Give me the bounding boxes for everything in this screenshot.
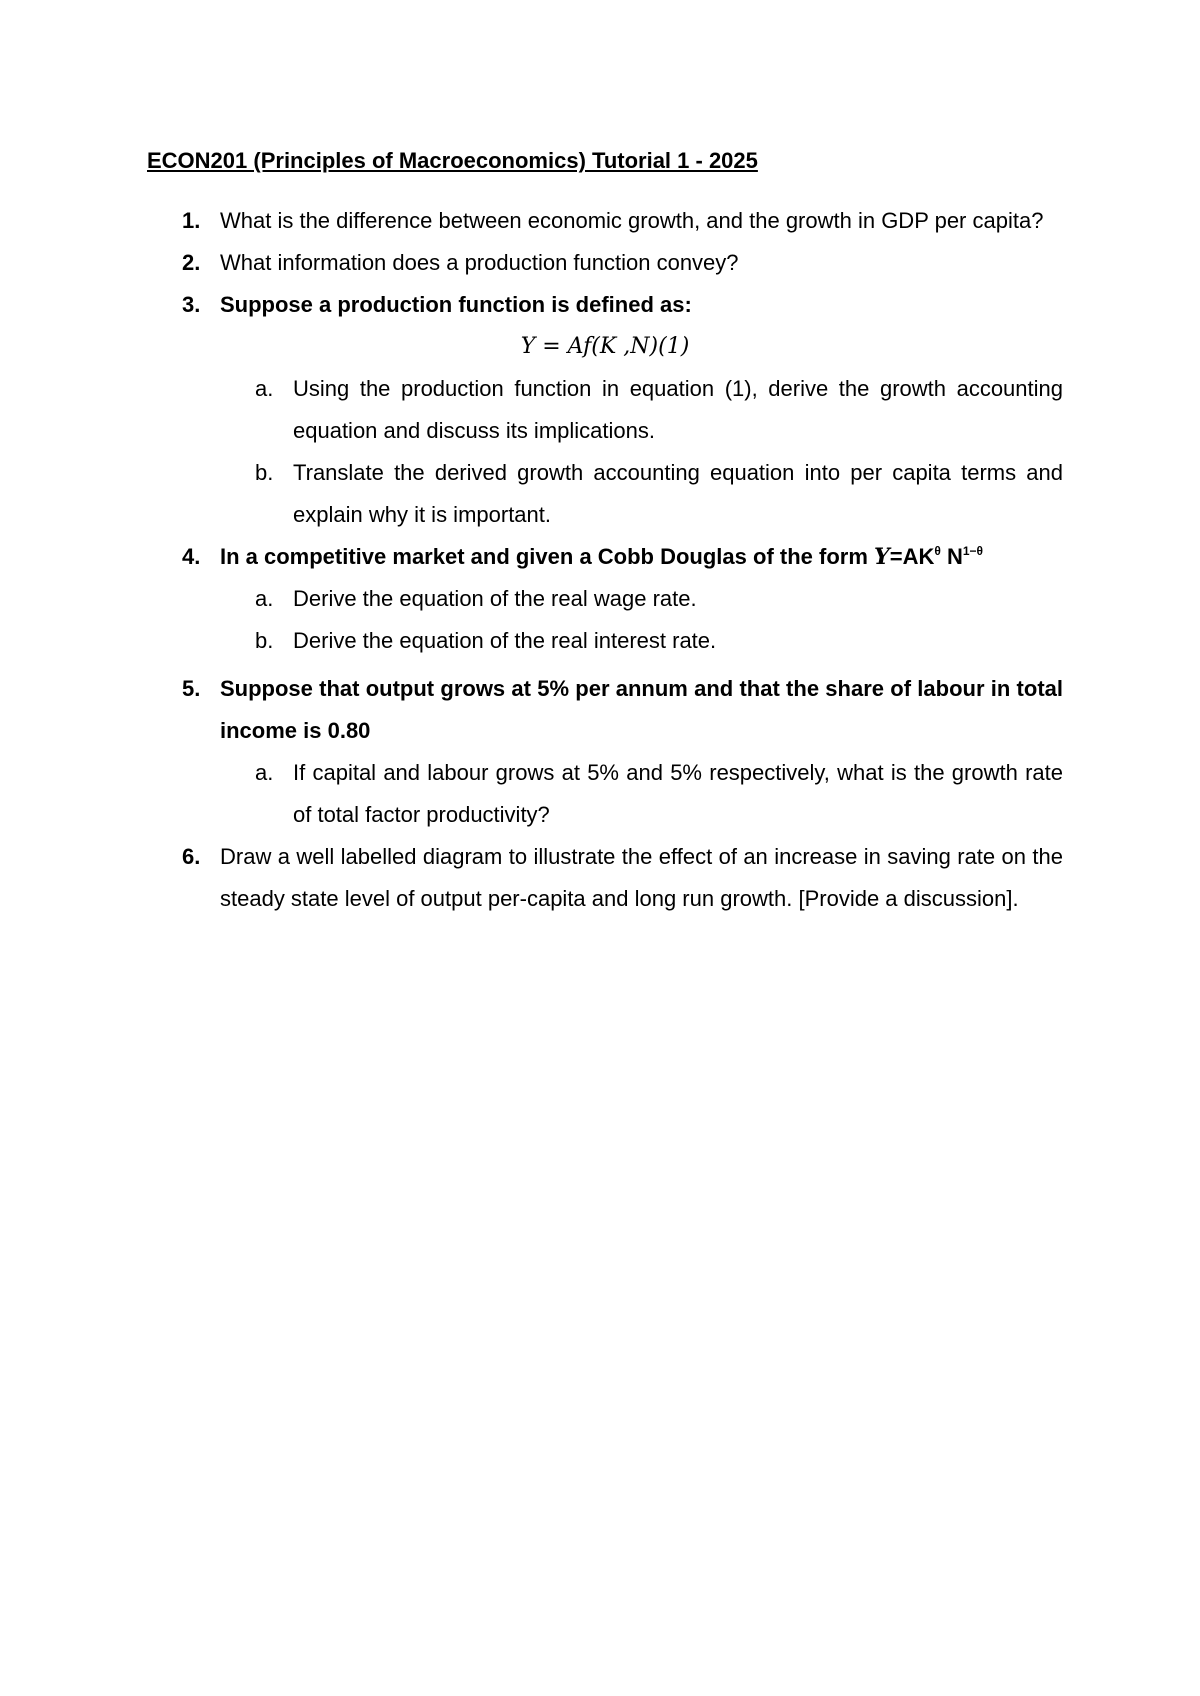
question-4-part-b bbox=[147, 620, 1063, 662]
formula-equals-ak: =AK bbox=[889, 544, 935, 569]
question-2 bbox=[147, 242, 1063, 284]
question-6 bbox=[147, 836, 1063, 920]
question-3 bbox=[147, 284, 1063, 326]
part-text: If capital and labour grows at 5% and 5% respectively, what is the growth rate of total factor productivity? bbox=[293, 760, 1063, 827]
part-text: Using the production function in equation (1), derive the growth accounting equation and discuss its implications. bbox=[293, 376, 1063, 443]
question-3-part-a bbox=[147, 368, 1063, 452]
question-text: Suppose that output grows at 5% per annum and that the share of labour in total income is 0.80 bbox=[220, 676, 1063, 743]
question-1 bbox=[147, 200, 1063, 242]
question-5-part-a bbox=[147, 752, 1063, 836]
formula-exponent-theta: θ bbox=[934, 544, 941, 558]
part-letter: b. bbox=[255, 628, 274, 653]
question-text bbox=[220, 536, 1063, 578]
question-number: 4. bbox=[182, 544, 201, 569]
question-text: Draw a well labelled diagram to illustrate the effect of an increase in saving rate on the steady state level of output per-capita and long run growth. [Provide a discussion]. bbox=[220, 844, 1063, 911]
question-4-part-a bbox=[147, 578, 1063, 620]
part-letter: a. bbox=[255, 376, 274, 401]
question-number: 2. bbox=[182, 250, 201, 275]
question-number: 5. bbox=[182, 676, 201, 701]
formula-exponent-one-minus-theta: 1−θ bbox=[962, 544, 984, 558]
part-letter: b. bbox=[255, 460, 274, 485]
question-5 bbox=[147, 668, 1063, 752]
part-text: Derive the equation of the real wage rate. bbox=[293, 586, 697, 611]
question-3-part-b bbox=[147, 452, 1063, 536]
part-text: Derive the equation of the real interest rate. bbox=[293, 628, 717, 653]
part-letter: a. bbox=[255, 760, 274, 785]
question-4 bbox=[147, 536, 1063, 578]
part-text: Translate the derived growth accounting equation into per capita terms and explain why it is important. bbox=[293, 460, 1063, 527]
question-text: What is the difference between economic growth, and the growth in GDP per capita? bbox=[220, 208, 1044, 233]
question-text-body: In a competitive market and given a Cobb Douglas of the form bbox=[220, 544, 868, 569]
question-text: What information does a production function convey? bbox=[220, 250, 739, 275]
document-title: ECON201 (Principles of Macroeconomics) Tutorial 1 - 2025 bbox=[147, 148, 758, 173]
question-number: 6. bbox=[182, 844, 201, 869]
formula-labour: N bbox=[940, 544, 963, 569]
document-content bbox=[147, 146, 1063, 920]
part-letter: a. bbox=[255, 586, 274, 611]
question-text: Suppose a production function is defined as: bbox=[220, 292, 692, 317]
formula-output-symbol: Y bbox=[874, 544, 890, 570]
question-number: 1. bbox=[182, 208, 201, 233]
question-number: 3. bbox=[182, 292, 201, 317]
production-function-equation: Y = Af(K ,N)(1) bbox=[520, 334, 690, 359]
